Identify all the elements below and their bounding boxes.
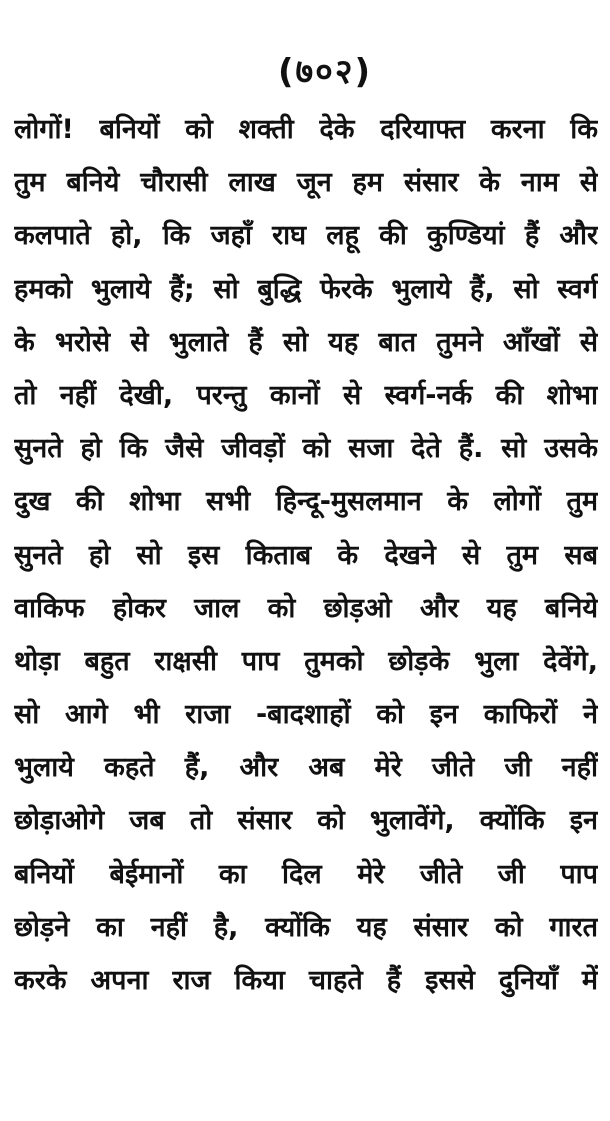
text-line-4: हमको भुलाये हैं; सो बुद्धि फेरके भुलाये हैं, सो स्वर्ग	[14, 273, 598, 305]
text-line-16: छोड़ने का नहीं है, क्योंकि यह संसार को गारत	[14, 911, 598, 943]
text-line-2: तुम बनिये चौरासी लाख जून हम संसार के नाम से	[14, 167, 598, 199]
text-line-3: कलपाते हो, कि जहाँ राघ लहू की कुण्डियां हैं और	[14, 220, 598, 252]
text-line-11: थोड़ा बहुत राक्षसी पाप तुमको छोड़के भुला देवेंगे,	[14, 645, 598, 677]
text-line-1: लोगों! बनियों को शक्ती देके दरियाफ्त करना कि	[14, 114, 598, 145]
text-line-7: सुनते हो कि जैसे जीवड़ों को सजा देते हैं. सो उसके	[14, 433, 598, 465]
page-number: (७०२)	[277, 52, 373, 92]
text-line-13: भुलाये कहते हैं, और अब मेरे जीते जी नहीं	[14, 752, 598, 784]
text-line-10: वाकिफ होकर जाल को छोड़ओ और यह बनिये	[14, 592, 598, 624]
text-line-12: सो आगे भी राजा -बादशाहों को इन काफिरों ने	[14, 699, 598, 731]
text-line-6: तो नहीं देखी, परन्तु कानों से स्वर्ग-नर्क की शोभा	[14, 379, 598, 411]
text-line-8: दुख की शोभा सभी हिन्दू-मुसलमान के लोगों तुम	[14, 486, 598, 518]
text-line-17: करके अपना राज किया चाहते हैं इससे दुनियाँ में	[14, 965, 598, 996]
text-line-15: बनियों बेईमानों का दिल मेरे जीते जी पाप	[14, 858, 598, 890]
text-line-5: के भरोसे से भुलाते हैं सो यह बात तुमने आँखों से	[14, 326, 598, 358]
text-line-14: छोड़ाओगे जब तो संसार को भुलावेंगे, क्योंकि इन	[14, 805, 598, 837]
body-text	[14, 103, 598, 1007]
text-line-9: सुनते हो सो इस किताब के देखने से तुम सब	[14, 539, 598, 571]
